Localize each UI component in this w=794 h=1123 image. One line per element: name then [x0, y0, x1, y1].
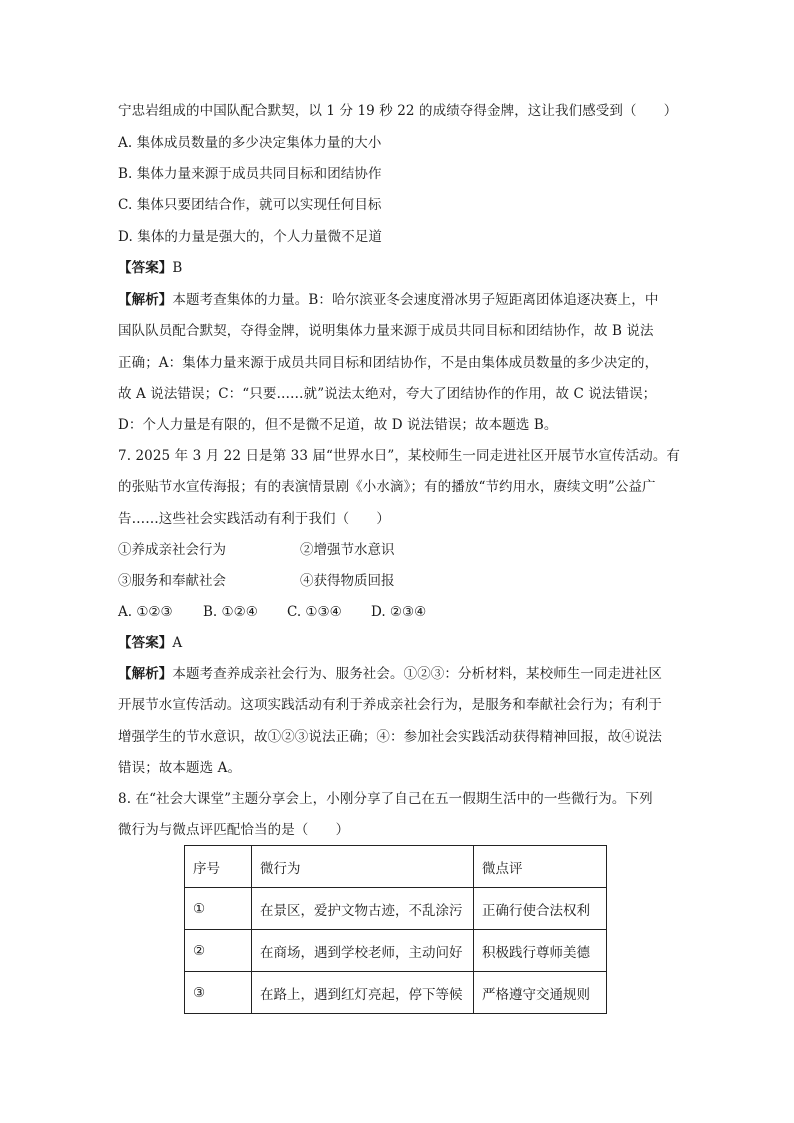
q7-choice-a: A. ①②③	[118, 604, 173, 620]
q7-item-4: ④获得物质回报	[300, 573, 395, 589]
q7-item-1: ①养成亲社会行为	[118, 542, 226, 558]
analysis-label: 【解析】	[118, 666, 173, 682]
table-header-cell: 序号	[185, 846, 252, 888]
table-cell: 积极践行尊师美德	[474, 930, 607, 972]
q6-option-d: D. 集体的力量是强大的，个人力量微不足道	[118, 229, 383, 245]
table-row	[185, 888, 607, 930]
q7-stem-line-3: 告……这些社会实践活动有利于我们（ ）	[118, 511, 390, 527]
q6-option-c: C. 集体只要团结合作，就可以实现任何目标	[118, 197, 382, 213]
q6-option-a: A. 集体成员数量的多少决定集体力量的大小	[118, 135, 382, 151]
table-cell: 严格遵守交通规则	[474, 972, 607, 1014]
q7-analysis-line-1: 【解析】本题考查养成亲社会行为、服务社会。①②③：分析材料，某校师生一同走进社区	[118, 666, 663, 682]
answer-label: 【答案】	[118, 260, 173, 276]
q6-analysis-line-2: 国队队员配合默契，夺得金牌，说明集体力量来源于成员共同目标和团结协作，故 B 说法	[118, 323, 654, 339]
answer-value: A	[172, 635, 183, 651]
q6-option-b: B. 集体力量来源于成员共同目标和团结协作	[118, 166, 382, 182]
analysis-label: 【解析】	[118, 292, 173, 308]
q8-stem-line-2: 微行为与微点评匹配恰当的是（ ）	[118, 822, 350, 838]
q7-analysis-line-3: 增强学生的节水意识，故①②③说法正确；④：参加社会实践活动获得精神回报，故④说法	[118, 729, 662, 745]
table-cell: 在商场，遇到学校老师，主动问好	[252, 930, 474, 972]
q7-item-2: ②增强节水意识	[300, 542, 395, 558]
table-row	[185, 930, 607, 972]
q7-stem-line-2: 的张贴节水宣传海报；有的表演情景剧《小水滴》；有的播放“节约用水，赓续文明”公益广	[118, 479, 656, 495]
q6-stem: 宁忠岩组成的中国队配合默契，以 1 分 19 秒 22 的成绩夺得金牌，这让我们感受到（ ）	[118, 103, 678, 119]
answer-value: B	[172, 260, 183, 276]
table-cell: ②	[185, 930, 252, 972]
q6-analysis-line-3: 正确；A：集体力量来源于成员共同目标和团结协作，不是由集体成员数量的多少决定的，	[118, 355, 659, 371]
table-header-cell: 微点评	[474, 846, 607, 888]
q8-stem-line-1: 8. 在“社会大课堂”主题分享会上，小刚分享了自己在五一假期生活中的一些微行为。下列	[118, 791, 653, 807]
q6-analysis-line-5: D：个人力量是有限的，但不是微不足道，故 D 说法错误；故本题选 B。	[118, 417, 558, 433]
table-header-row	[185, 846, 607, 888]
q7-choice-b: B. ①②④	[203, 604, 258, 620]
q7-choice-d: D. ②③④	[371, 604, 427, 620]
q7-answer	[118, 633, 182, 653]
answer-label: 【答案】	[118, 635, 173, 651]
q7-analysis-line-2: 开展节水宣传活动。这项实践活动有利于养成亲社会行为，是服务和奉献社会行为；有利于	[118, 697, 662, 713]
table-header-cell: 微行为	[252, 846, 474, 888]
table-cell: 正确行使合法权利	[474, 888, 607, 930]
table-cell: 在路上，遇到红灯亮起，停下等候	[252, 972, 474, 1014]
q6-analysis-line-4: 故 A 说法错误；C：“只要……就”说法太绝对，夸大了团结协作的作用，故 C 说法错误；	[118, 386, 657, 402]
table-cell: ①	[185, 888, 252, 930]
q6-answer	[118, 258, 182, 278]
q7-stem-line-1: 7. 2025 年 3 月 22 日是第 33 届“世界水日”，某校师生一同走进社区开展节水宣传活动。有	[118, 448, 681, 464]
table-cell: ③	[185, 972, 252, 1014]
q7-item-3: ③服务和奉献社会	[118, 573, 226, 589]
q6-analysis-line-1: 【解析】本题考查集体的力量。B：哈尔滨亚冬会速度滑冰男子短距离团体追逐决赛上，中	[118, 292, 659, 308]
q7-analysis-line-4: 错误；故本题选 A。	[118, 760, 242, 776]
table-row	[185, 972, 607, 1014]
table-cell: 在景区，爱护文物古迹，不乱涂污	[252, 888, 474, 930]
q7-choice-c: C. ①③④	[287, 604, 342, 620]
micro-behavior-table	[184, 845, 607, 1014]
